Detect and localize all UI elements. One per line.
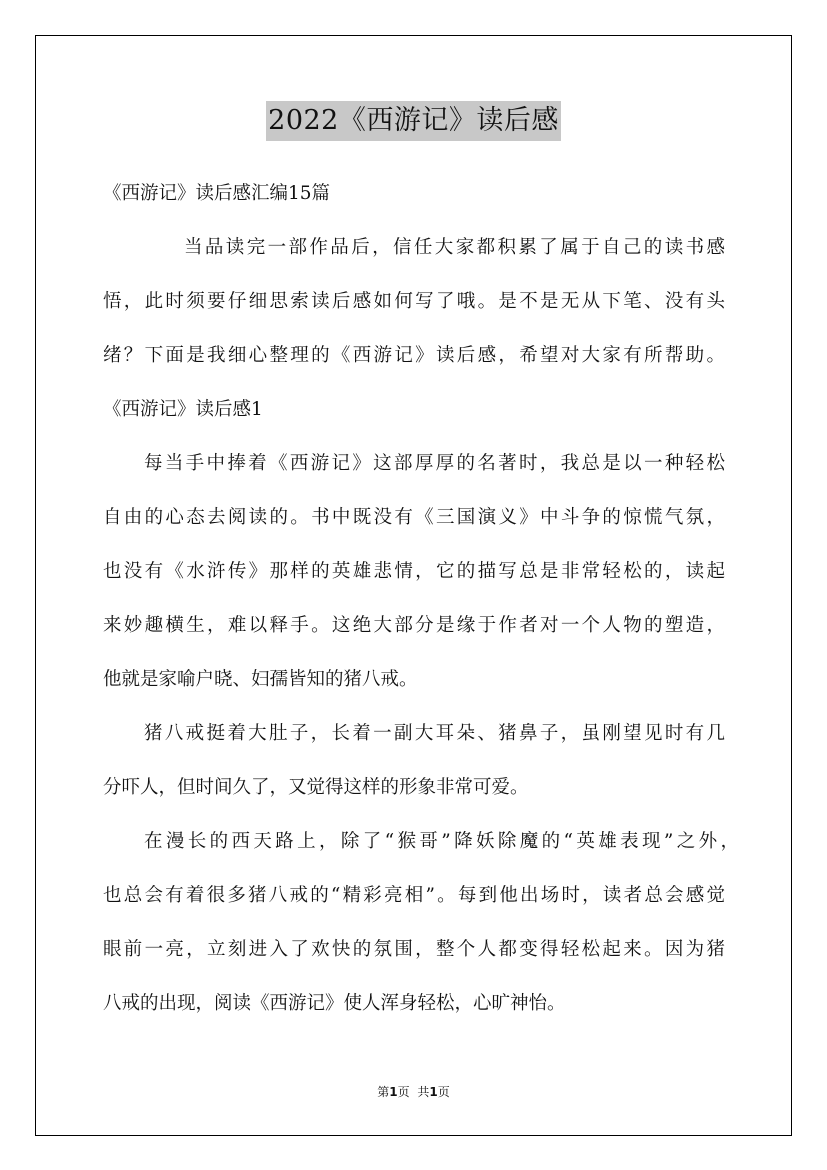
paragraph2-line-2: 分吓人，但时间久了，又觉得这样的形象非常可爱。: [103, 777, 529, 798]
document-title: 2022《西游记》读后感: [266, 101, 561, 141]
paragraph1-line-3: 也没有《水浒传》那样的英雄悲情，它的描写总是非常轻松的，读起: [103, 561, 725, 582]
total-pages: 1: [429, 1085, 438, 1099]
paragraph2-line-1: 猪八戒挺着大肚子，长着一副大耳朵、猪鼻子，虽刚望见时有几: [144, 723, 725, 744]
paragraph3-line-1: 在漫长的西天路上，除了“猴哥”降妖除魔的“英雄表现”之外，: [144, 831, 739, 852]
intro-line-1: 当品读完一部作品后，信任大家都积累了属于自己的读书感: [184, 237, 725, 258]
page-footer: [0, 1084, 827, 1100]
paragraph1-line-1: 每当手中捧着《西游记》这部厚厚的名著时，我总是以一种轻松: [144, 453, 725, 474]
intro-line-3: 绪？下面是我细心整理的《西游记》读后感，希望对大家有所帮助。: [103, 345, 725, 366]
total-prefix: 共: [417, 1085, 430, 1099]
intro-line-2: 悟，此时须要仔细思索读后感如何写了哦。是不是无从下笔、没有头: [103, 291, 725, 312]
section-heading: 《西游记》读后感1: [103, 399, 263, 420]
document-subtitle: 《西游记》读后感汇编15篇: [103, 183, 331, 204]
paragraph3-line-2: 也总会有着很多猪八戒的“精彩亮相”。每到他出场时，读者总会感觉: [103, 885, 725, 906]
page-prefix: 第: [377, 1085, 390, 1099]
title-container: [0, 101, 827, 141]
paragraph1-line-2: 自由的心态去阅读的。书中既没有《三国演义》中斗争的惊慌气氛，: [103, 507, 725, 528]
paragraph3-line-3: 眼前一亮，立刻进入了欢快的氛围，整个人都变得轻松起来。因为猪: [103, 939, 725, 960]
paragraph1-line-4: 来妙趣横生，难以释手。这绝大部分是缘于作者对一个人物的塑造，: [103, 615, 725, 636]
paragraph3-line-4: 八戒的出现，阅读《西游记》使人浑身轻松，心旷神怡。: [103, 993, 566, 1014]
paragraph1-line-5: 他就是家喻户晓、妇孺皆知的猪八戒。: [103, 669, 418, 690]
page-suffix: 页: [397, 1085, 410, 1099]
total-suffix: 页: [437, 1085, 450, 1099]
page-number: 1: [389, 1085, 398, 1099]
